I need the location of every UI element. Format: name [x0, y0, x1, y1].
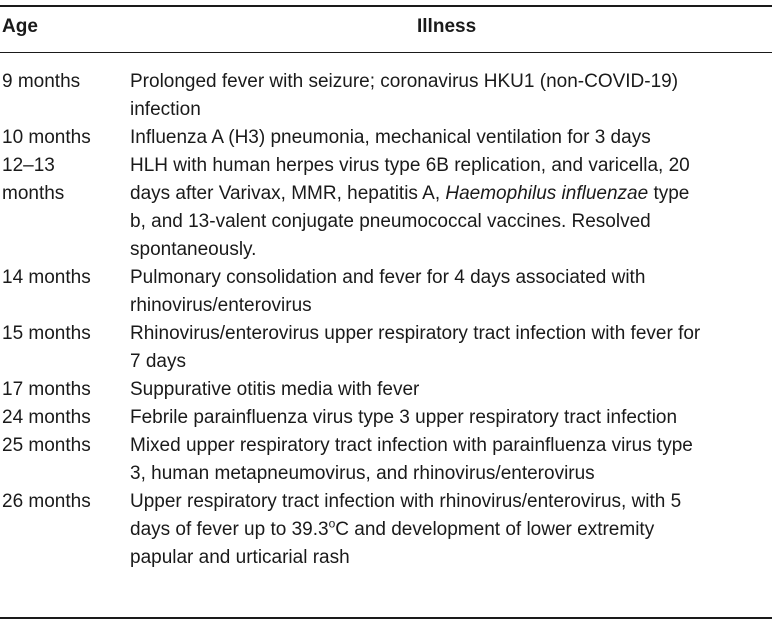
age-cell — [0, 68, 130, 96]
illness-text-line — [130, 180, 770, 208]
age-cell — [0, 376, 130, 404]
table-body — [0, 68, 772, 572]
column-header-illness: Illness — [417, 16, 477, 37]
illness-text: Upper respiratory tract infection with rhinovirus/enterovirus, with 5 — [130, 491, 682, 512]
illness-text: C and development of lower extremity — [335, 519, 655, 540]
illness-text: Rhinovirus/enterovirus upper respiratory tract infection with fever for — [130, 323, 701, 344]
illness-cell — [130, 320, 772, 376]
table-row — [0, 488, 772, 572]
illness-text: papular and urticarial rash — [130, 547, 350, 568]
age-text: 26 months — [2, 491, 91, 512]
illness-cell — [130, 68, 772, 124]
table-row — [0, 404, 772, 432]
table-row — [0, 152, 772, 264]
illness-text: days after Varivax, MMR, hepatitis A, — [130, 183, 446, 204]
table-row — [0, 264, 772, 320]
column-header-age: Age — [2, 16, 38, 37]
illness-text: spontaneously. — [130, 239, 257, 260]
top-rule — [0, 5, 772, 7]
age-cell — [0, 432, 130, 460]
table-row — [0, 432, 772, 488]
illness-cell — [130, 432, 772, 488]
illness-cell — [130, 152, 772, 264]
age-text: 25 months — [2, 435, 91, 456]
illness-text: 3, human metapneumovirus, and rhinovirus/enterovirus — [130, 463, 595, 484]
illness-text: Pulmonary consolidation and fever for 4 days associated with — [130, 267, 646, 288]
bottom-rule — [0, 617, 772, 619]
age-cell — [0, 488, 130, 516]
illness-text: HLH with human herpes virus type 6B replication, and varicella, 20 — [130, 155, 690, 176]
age-text: 10 months — [2, 127, 91, 148]
illness-text: b, and 13-valent conjugate pneumococcal vaccines. Resolved — [130, 211, 651, 232]
header-rule — [0, 52, 772, 53]
age-text: months — [2, 183, 65, 204]
age-cell — [0, 320, 130, 348]
illness-text: type — [648, 183, 690, 204]
illness-text: Suppurative otitis media with fever — [130, 379, 420, 400]
header-row — [0, 16, 772, 44]
illness-cell — [130, 264, 772, 320]
illness-text: Influenza A (H3) pneumonia, mechanical ventilation for 3 days — [130, 127, 651, 148]
illness-cell — [130, 488, 772, 572]
age-text: 15 months — [2, 323, 91, 344]
age-text: 14 months — [2, 267, 91, 288]
illness-text-line — [130, 516, 770, 544]
age-text: 9 months — [2, 71, 81, 92]
illness-cell — [130, 124, 772, 152]
illness-text: days of fever up to 39.3 — [130, 519, 329, 540]
degree-superscript: o — [328, 516, 336, 531]
italic-organism-name: Haemophilus influenzae — [445, 183, 649, 204]
age-cell — [0, 124, 130, 152]
illness-text: Prolonged fever with seizure; coronavirus HKU1 (non-COVID-19) — [130, 71, 679, 92]
table-row — [0, 376, 772, 404]
age-text: 12–13 — [2, 155, 55, 176]
table-row — [0, 68, 772, 124]
table-row — [0, 320, 772, 376]
age-cell — [0, 152, 130, 208]
illness-text: rhinovirus/enterovirus — [130, 295, 312, 316]
illness-cell — [130, 376, 772, 404]
illness-text: Febrile parainfluenza virus type 3 upper respiratory tract infection — [130, 407, 678, 428]
illness-text: Mixed upper respiratory tract infection with parainfluenza virus type — [130, 435, 693, 456]
illness-cell — [130, 404, 772, 432]
illness-text: infection — [130, 99, 201, 120]
age-text: 24 months — [2, 407, 91, 428]
table-row — [0, 124, 772, 152]
age-cell — [0, 264, 130, 292]
age-cell — [0, 404, 130, 432]
age-text: 17 months — [2, 379, 91, 400]
illness-text: 7 days — [130, 351, 186, 372]
